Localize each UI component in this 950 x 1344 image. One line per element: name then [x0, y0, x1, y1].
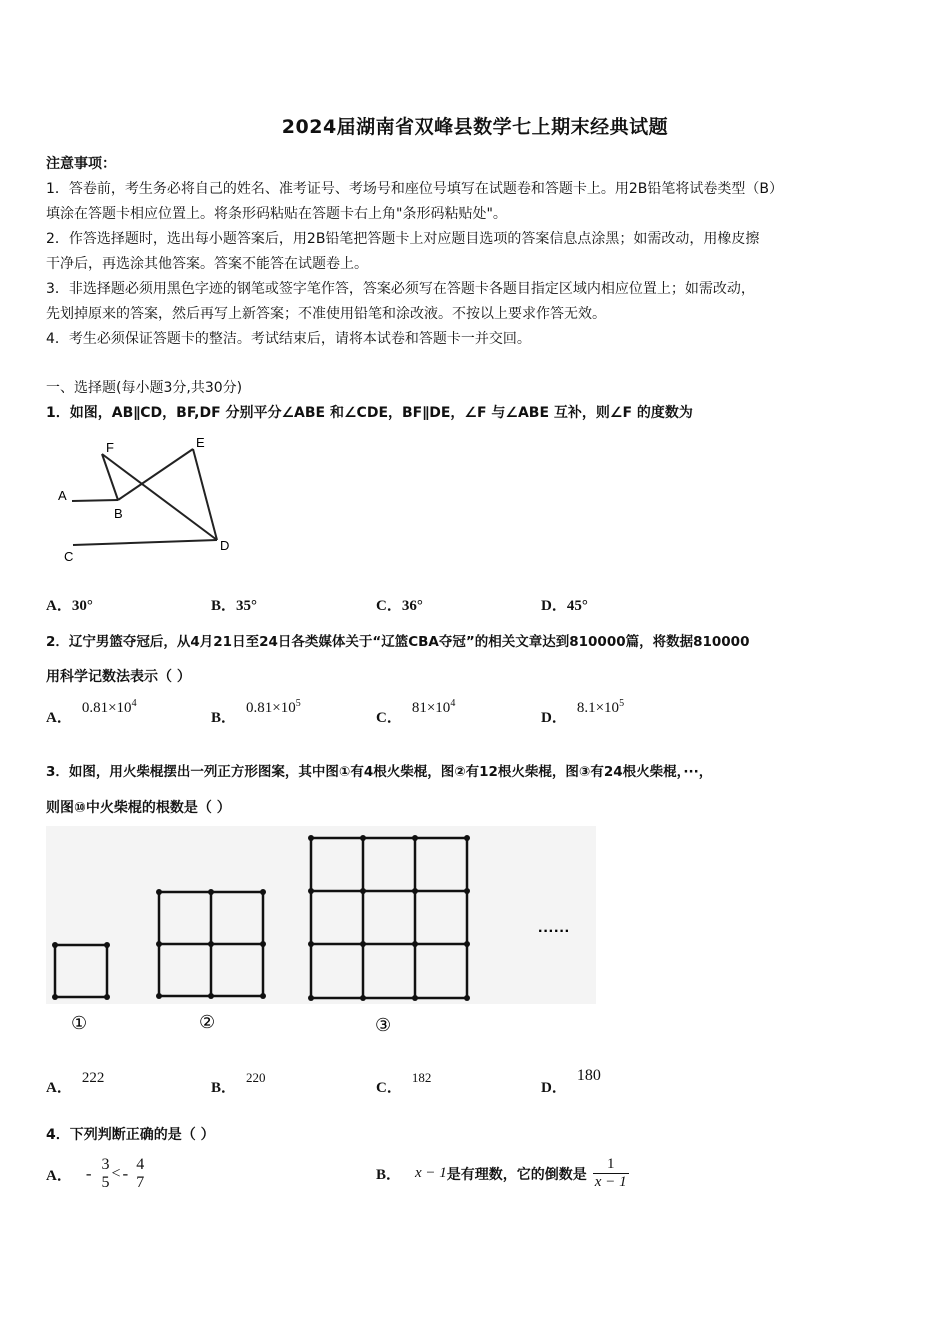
notes-line: 填涂在答题卡相应位置上。将条形码粘贴在答题卡右上角"条形码粘贴处"。	[46, 206, 507, 222]
q3-option-d: D．180	[541, 1067, 601, 1096]
figure-1-label: ①	[71, 1013, 88, 1033]
q3-option-b: B．220	[211, 1070, 266, 1096]
ellipsis-label: ······	[538, 923, 570, 940]
section-heading: 一、选择题(每小题3分,共30分)	[46, 380, 243, 396]
notes-line: 4．考生必须保证答题卡的整洁。考试结束后，请将本试卷和答题卡一并交回。	[46, 331, 531, 347]
q2-option-b: B．$0.81\times 10^5$	[211, 698, 301, 726]
question-2-line1: 2．辽宁男篮夺冠后，从4月21日至24日各类媒体关于“辽篮CBA夺冠”的相关文章达到810000篇，将数据810000	[46, 634, 750, 650]
figure-2-label: ②	[199, 1012, 216, 1032]
q4-option-b: B． x − 1 是有理数，它的倒数是 $\frac{1}{x - 1}$	[376, 1156, 627, 1190]
notes-heading: 注意事项：	[46, 156, 116, 172]
notes-line: 2．作答选择题时，选出每小题答案后，用2B铅笔把答题卡上对应题目选项的答案信息点涂黑；如需改动，用橡皮擦	[46, 231, 760, 247]
question-3-line1: 3．如图，用火柴棍摆出一列正方形图案，其中图①有4根火柴棍，图②有12根火柴棍，图③有24根火柴棍，···，	[46, 764, 713, 780]
question-3-line2: 则图⑩中火柴棍的根数是（ ）	[46, 800, 231, 816]
q2-option-d: D．$8.1\times 10^5$	[541, 698, 625, 726]
label-D: D	[220, 538, 230, 553]
notes-line: 1．答卷前，考生务必将自己的姓名、准考证号、考场号和座位号填写在试题卷和答题卡上。用2B铅笔将试卷类型（B）	[46, 181, 784, 197]
label-E: E	[196, 435, 205, 450]
notes-line: 3．非选择题必须用黑色字迹的钢笔或签字笔作答，答案必须写在答题卡各题目指定区域内相应位置上；如需改动，	[46, 281, 755, 297]
q1-option-d: D．45°	[541, 598, 588, 614]
q1-option-c: C．36°	[376, 598, 423, 614]
q3-option-a: A．222	[46, 1070, 105, 1096]
question-4-text: 4．下列判断正确的是（ ）	[46, 1127, 215, 1143]
label-A: A	[58, 488, 67, 503]
q4-option-a: A． - 3 5 < - 4 7	[46, 1156, 145, 1191]
question-1-text: 1．如图，AB∥CD，BF,DF 分别平分∠ABE 和∠CDE，BF∥DE，∠F 与∠ABE 互补，则∠F 的度数为	[46, 405, 693, 421]
label-F: F	[106, 440, 114, 455]
label-C: C	[64, 549, 74, 564]
q1-geometry-figure	[40, 430, 250, 570]
q3-matchstick-figure	[46, 826, 596, 1046]
figure-3-label: ③	[375, 1015, 392, 1035]
notes-line: 先划掉原来的答案，然后再写上新答案；不准使用铅笔和涂改液。不按以上要求作答无效。	[46, 306, 606, 322]
q1-option-b: B．35°	[211, 598, 258, 614]
label-B: B	[114, 506, 123, 521]
q3-option-c: C．182	[376, 1070, 432, 1096]
question-2-line2: 用科学记数法表示（ ）	[46, 669, 191, 685]
q2-option-c: C．$81\times 10^4$	[376, 698, 456, 726]
q2-option-a: A．$0.81\times 10^4$	[46, 698, 137, 726]
page-title: 2024届湖南省双峰县数学七上期末经典试题	[281, 116, 669, 138]
q1-option-a: A．30°	[46, 598, 93, 614]
notes-line: 干净后，再选涂其他答案。答案不能答在试题卷上。	[46, 256, 368, 272]
